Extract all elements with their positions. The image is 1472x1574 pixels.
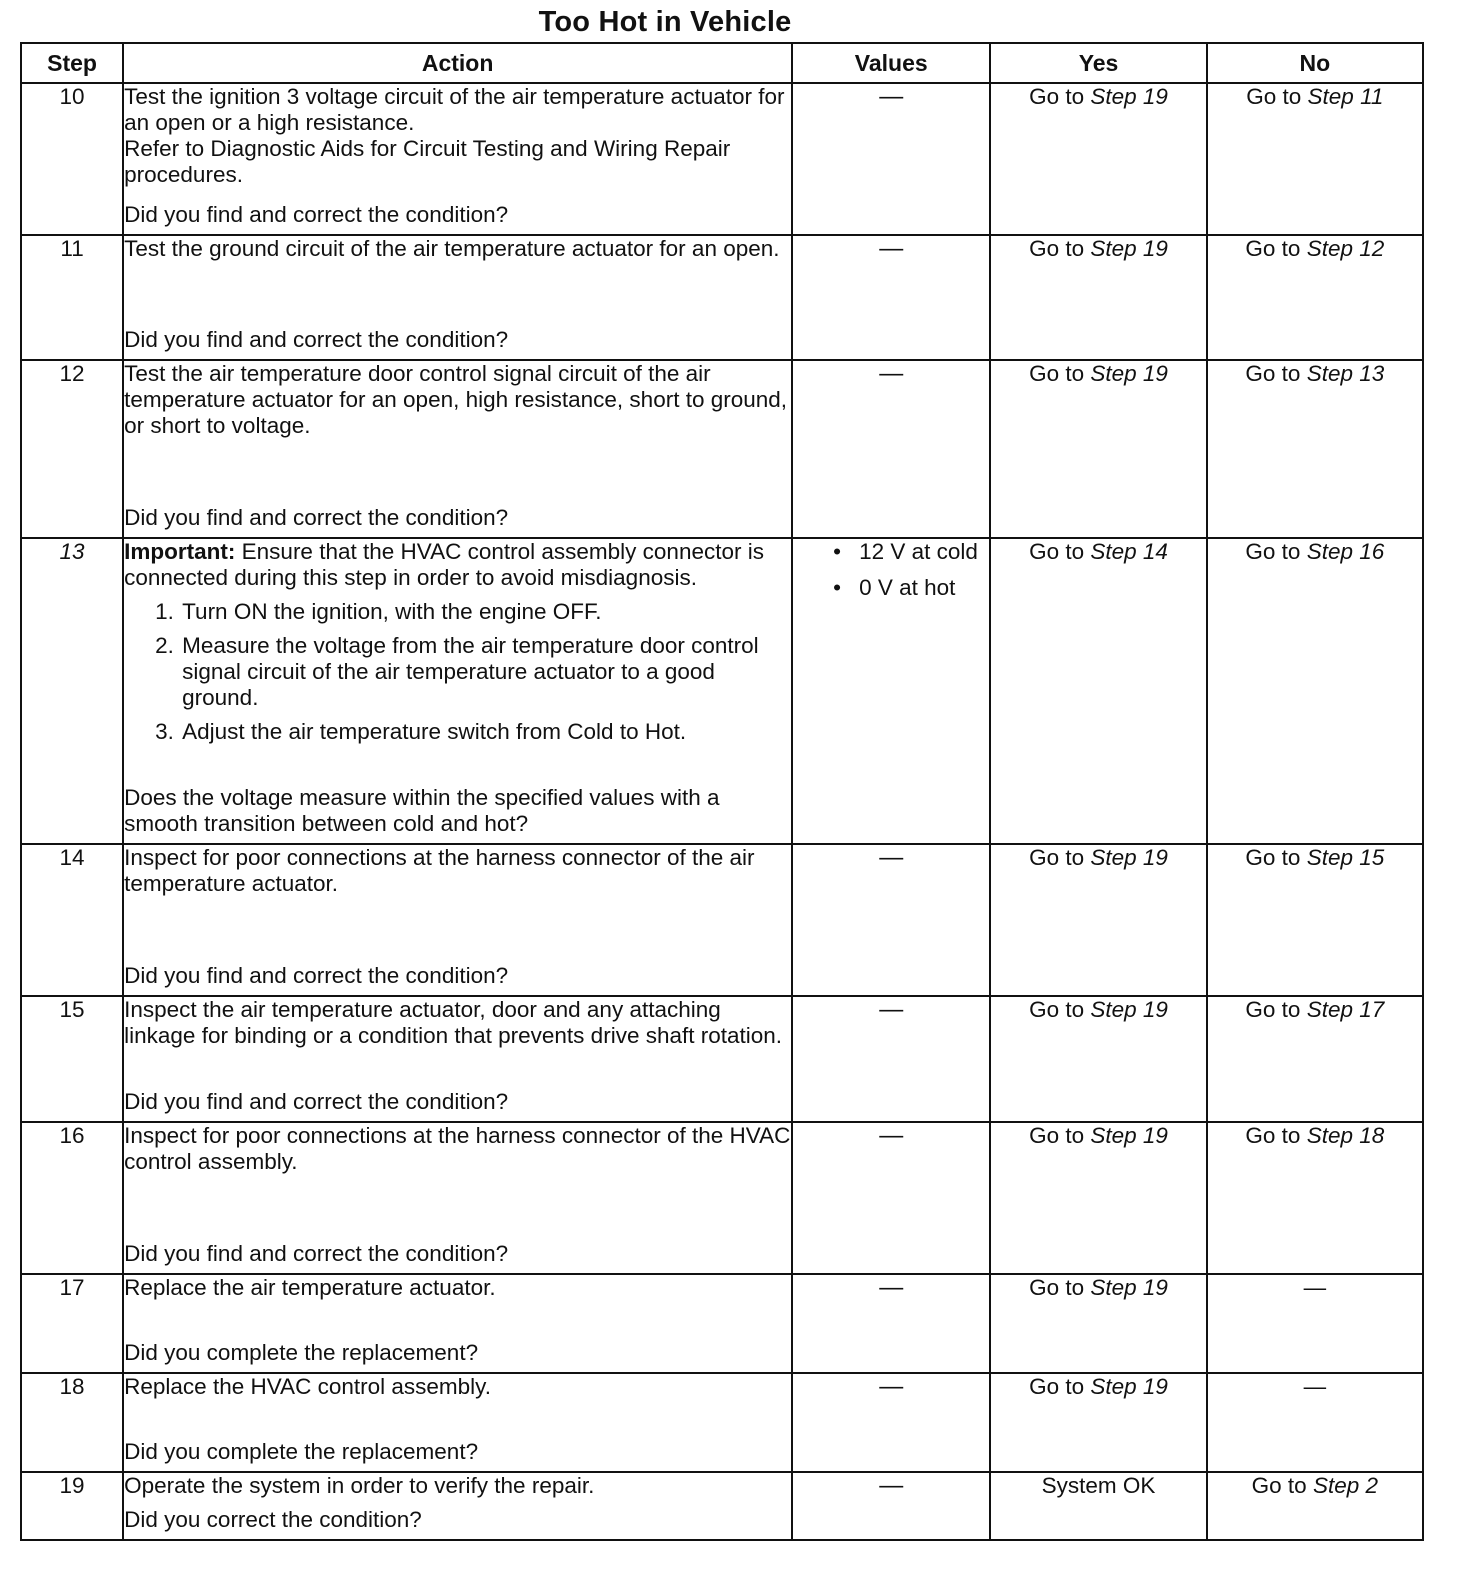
no-cell [1207,1122,1423,1274]
values-list [793,539,989,601]
step-cell [21,1373,123,1472]
step-number: 12 [59,361,85,386]
value-item: • 12 V at cold [833,539,989,565]
yes-cell [990,538,1206,844]
action-cell [123,1122,792,1274]
no-step-link: Step 17 [1306,997,1385,1022]
action-question: Did you find and correct the condition? [124,327,509,352]
header-no: No [1207,43,1423,83]
yes-result: System OK [1041,1473,1156,1498]
no-step-link: Step 11 [1307,84,1384,109]
value-dash: — [879,1472,904,1499]
no-prefix: Go to [1245,997,1301,1022]
no-prefix: Go to [1245,361,1301,386]
action-cell [123,1274,792,1373]
values-cell [792,83,990,235]
action-cell [123,83,792,235]
table-row [21,360,1423,538]
yes-prefix: Go to [1029,1275,1085,1300]
action-text: Test the air temperature door control signal circuit of the air temperature actuator for an open, high resistance, short to ground, or short to voltage. [124,361,788,438]
yes-cell [990,844,1206,996]
values-cell [792,538,990,844]
step-number: 14 [59,845,85,870]
action-question: Does the voltage measure within the specified values with a smooth transition between cold and hot? [124,785,720,836]
substep-list [124,599,791,745]
no-prefix: Go to [1245,1123,1301,1148]
table-header-row [21,43,1423,83]
step-number: 15 [59,997,85,1022]
action-cell [123,235,792,360]
no-dash: — [1303,1374,1327,1399]
yes-cell [990,1472,1206,1540]
substep-item: 2. Measure the voltage from the air temperature door control signal circuit of the air temperature actuator to a good ground. [180,633,791,711]
action-cell [123,996,792,1122]
yes-prefix: Go to [1029,361,1085,386]
header-action: Action [123,43,792,83]
substep-item: 3. Adjust the air temperature switch from Cold to Hot. [180,719,791,745]
value-dash: — [879,1274,904,1301]
table-row [21,1274,1423,1373]
no-cell [1207,1274,1423,1373]
no-step-link: Step 15 [1306,845,1385,870]
no-step-link: Step 13 [1306,361,1385,386]
yes-step-link: Step 19 [1090,1275,1168,1300]
value-item: • 0 V at hot [833,575,989,601]
step-number: 10 [59,84,85,109]
no-cell [1207,844,1423,996]
header-yes: Yes [990,43,1206,83]
yes-step-link: Step 19 [1090,361,1168,386]
value-dash: — [879,844,904,871]
table-row [21,538,1423,844]
value-dash: — [879,996,904,1023]
yes-prefix: Go to [1029,845,1085,870]
yes-step-link: Step 19 [1090,845,1168,870]
step-number: 16 [59,1123,85,1148]
yes-cell [990,83,1206,235]
action-cell [123,844,792,996]
step-cell [21,1472,123,1540]
no-prefix: Go to [1245,236,1301,261]
yes-step-link: Step 14 [1090,539,1168,564]
action-text: Inspect for poor connections at the harness connector of the HVAC control assembly. [124,1123,791,1174]
action-text: Replace the HVAC control assembly. [124,1374,491,1399]
step-cell [21,360,123,538]
action-question: Did you correct the condition? [124,1507,422,1532]
no-step-link: Step 2 [1312,1473,1379,1498]
yes-cell [990,235,1206,360]
action-cell [123,1472,792,1540]
no-prefix: Go to [1245,845,1301,870]
no-cell [1207,235,1423,360]
action-text: Replace the air temperature actuator. [124,1275,496,1300]
step-number: 18 [59,1374,85,1399]
action-text: Refer to Diagnostic Aids for Circuit Testing and Wiring Repair procedures. [124,136,731,187]
values-cell [792,1472,990,1540]
values-cell [792,1274,990,1373]
step-cell [21,1274,123,1373]
no-cell [1207,83,1423,235]
table-row [21,1472,1423,1540]
important-text: Ensure that the HVAC control assembly connector is connected during this step in order to avoid misdiagnosis. [124,539,764,590]
no-step-link: Step 18 [1306,1123,1385,1148]
step-cell [21,235,123,360]
yes-step-link: Step 19 [1090,1374,1168,1399]
action-question: Did you complete the replacement? [124,1439,479,1464]
step-cell [21,538,123,844]
value-dash: — [879,83,904,110]
action-text: Inspect the air temperature actuator, door and any attaching linkage for binding or a condition that prevents drive shaft rotation. [124,997,783,1048]
action-text: Test the ground circuit of the air temperature actuator for an open. [124,236,780,261]
step-number: 13 [59,539,85,564]
no-step-link: Step 16 [1306,539,1385,564]
yes-step-link: Step 19 [1090,236,1168,261]
value-dash: — [879,1373,904,1400]
values-cell [792,1122,990,1274]
yes-cell [990,1373,1206,1472]
no-step-link: Step 12 [1306,236,1385,261]
action-cell [123,360,792,538]
yes-prefix: Go to [1029,1123,1085,1148]
yes-prefix: Go to [1029,1374,1085,1399]
action-question: Did you find and correct the condition? [124,505,509,530]
action-text: Inspect for poor connections at the harness connector of the air temperature actuator. [124,845,755,896]
yes-step-link: Step 19 [1090,84,1168,109]
action-question: Did you find and correct the condition? [124,1089,509,1114]
values-cell [792,360,990,538]
action-question: Did you find and correct the condition? [124,963,509,988]
yes-step-link: Step 19 [1090,997,1168,1022]
important-note [124,539,791,591]
no-cell [1207,1472,1423,1540]
values-cell [792,1373,990,1472]
step-cell [21,83,123,235]
step-number: 17 [59,1275,85,1300]
yes-cell [990,360,1206,538]
yes-prefix: Go to [1029,236,1085,261]
yes-cell [990,1274,1206,1373]
yes-step-link: Step 19 [1090,1123,1168,1148]
step-cell [21,996,123,1122]
table-row [21,844,1423,996]
page-title: Too Hot in Vehicle [538,6,792,38]
table-row [21,83,1423,235]
substep-item: 1. Turn ON the ignition, with the engine OFF. [180,599,791,625]
diagnostic-table [20,42,1424,1541]
values-cell [792,235,990,360]
action-cell [123,538,792,844]
value-dash: — [879,1122,904,1149]
table-row [21,1122,1423,1274]
no-cell [1207,1373,1423,1472]
action-text: Operate the system in order to verify the repair. [124,1473,595,1498]
step-cell [21,844,123,996]
action-cell [123,1373,792,1472]
action-question: Did you find and correct the condition? [124,202,509,227]
no-prefix: Go to [1251,1473,1307,1498]
no-prefix: Go to [1246,84,1302,109]
yes-prefix: Go to [1029,84,1085,109]
yes-cell [990,1122,1206,1274]
table-row [21,1373,1423,1472]
value-dash: — [879,360,904,387]
yes-prefix: Go to [1029,539,1085,564]
step-cell [21,1122,123,1274]
no-prefix: Go to [1245,539,1301,564]
important-label: Important: [124,539,236,564]
value-dash: — [879,235,904,262]
yes-prefix: Go to [1029,997,1085,1022]
action-question: Did you find and correct the condition? [124,1241,509,1266]
step-number: 19 [59,1473,85,1498]
header-step: Step [21,43,123,83]
action-text: Test the ignition 3 voltage circuit of the air temperature actuator for an open or a high resistance. [124,84,785,135]
header-values: Values [792,43,990,83]
no-cell [1207,996,1423,1122]
table-row [21,235,1423,360]
step-number: 11 [60,236,84,261]
values-cell [792,996,990,1122]
table-row [21,996,1423,1122]
yes-cell [990,996,1206,1122]
no-dash: — [1303,1275,1327,1300]
values-cell [792,844,990,996]
action-question: Did you complete the replacement? [124,1340,479,1365]
no-cell [1207,538,1423,844]
no-cell [1207,360,1423,538]
